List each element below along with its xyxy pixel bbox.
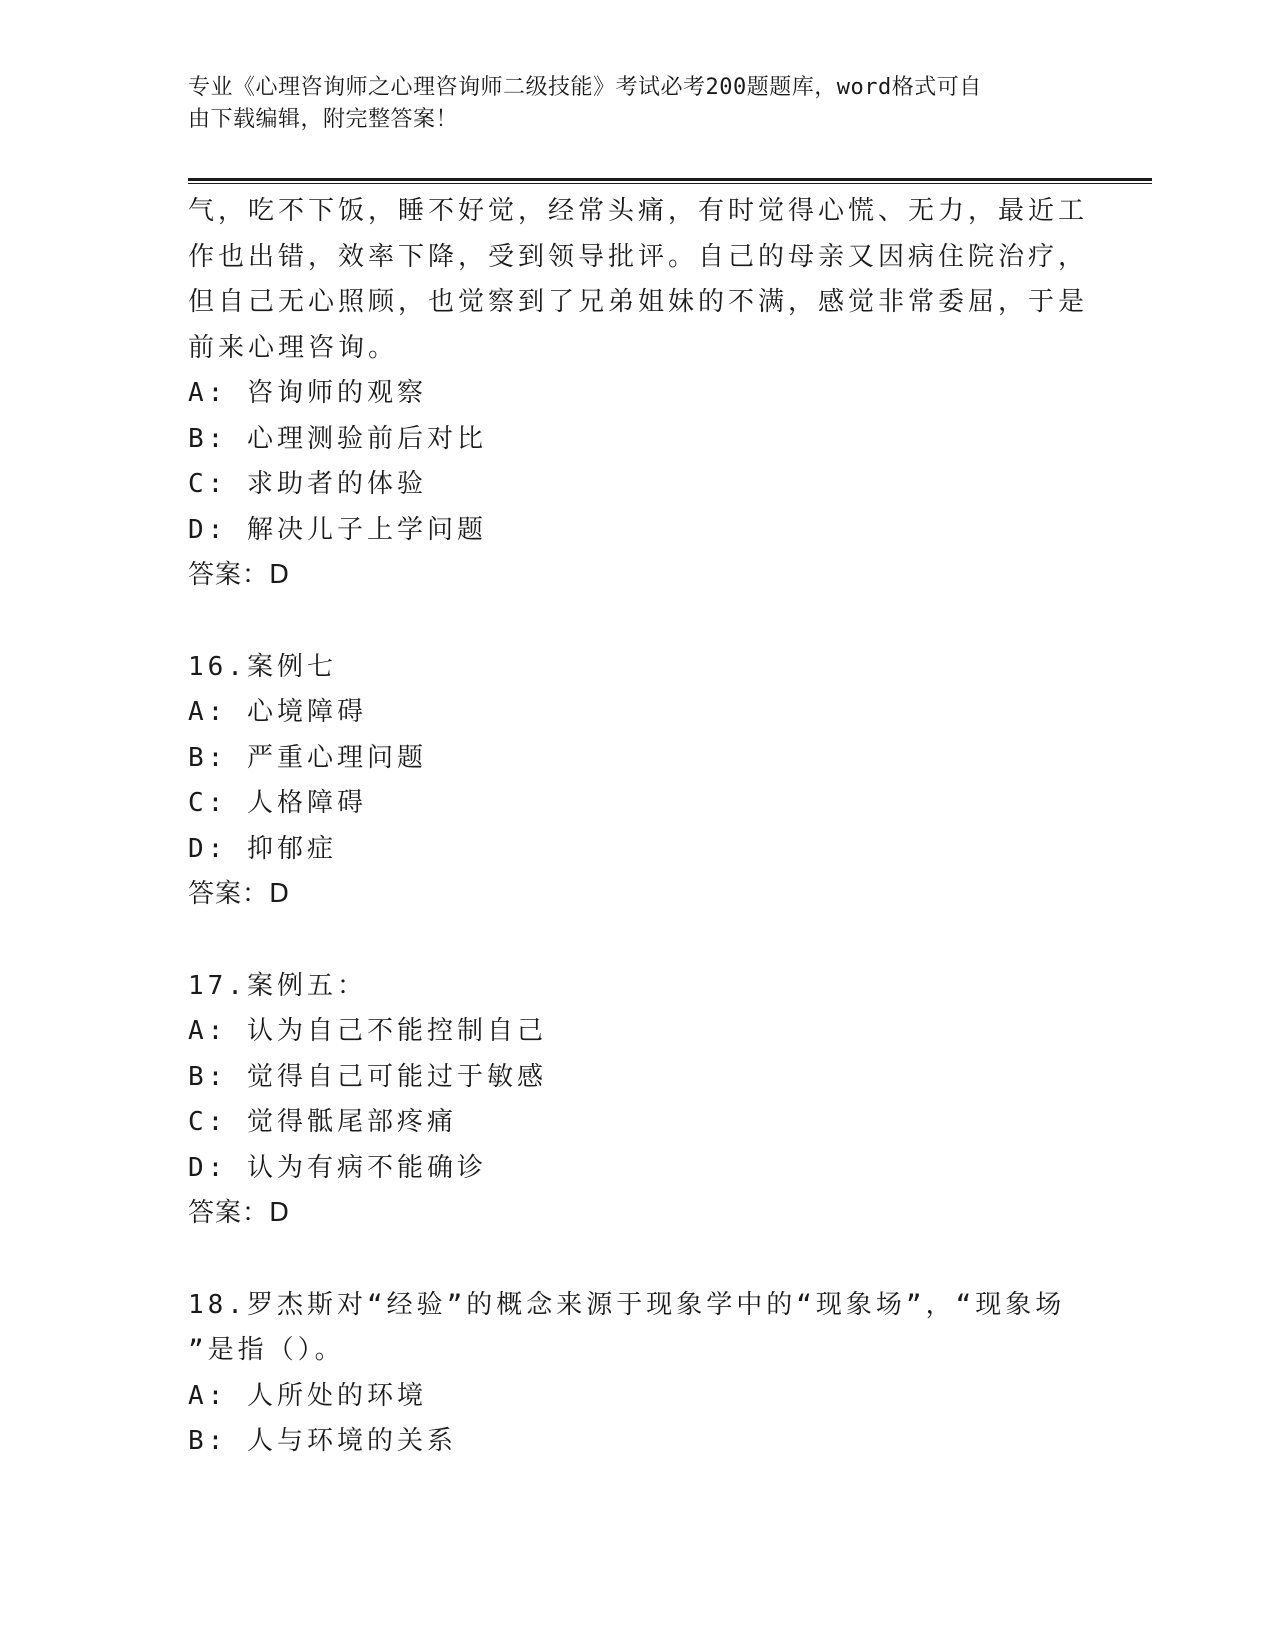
header-line-1: 专业《心理咨询师之心理咨询师二级技能》考试必考200题题库，word格式可自 [188, 75, 982, 100]
question-text-line: 气，吃不下饭，睡不好觉，经常头痛，有时觉得心慌、无力，最近工 [188, 196, 1089, 226]
document-header [188, 72, 1068, 136]
question-16 [188, 645, 1088, 918]
question-17 [188, 964, 1088, 1237]
option-b: B: 人与环境的关系 [188, 1426, 457, 1456]
question-title-continued: ”是指（）。 [188, 1335, 345, 1365]
header-line-2: 由下载编辑，附完整答案！ [188, 107, 459, 132]
option-a: A: 咨询师的观察 [188, 378, 427, 408]
option-b: B: 心理测验前后对比 [188, 423, 487, 454]
question-title: 18.罗杰斯对“经验”的概念来源于现象学中的“现象场”，“现象场 [188, 1289, 1066, 1320]
option-c: C: 求助者的体验 [188, 469, 427, 499]
question-text-line: 前来心理咨询。 [188, 332, 399, 363]
answer-label: 答案：D [188, 879, 291, 909]
option-d: D: 认为有病不能确诊 [188, 1152, 487, 1183]
header-divider-thick [188, 178, 1152, 181]
spacer [188, 599, 1088, 645]
option-a: A: 心境障碍 [188, 697, 367, 727]
answer-label: 答案：D [188, 1198, 291, 1228]
spacer [188, 918, 1088, 964]
document-body [188, 189, 1088, 1465]
option-c: C: 人格障碍 [188, 788, 367, 818]
option-b: B: 觉得自己可能过于敏感 [188, 1061, 547, 1092]
header-divider-thin [188, 183, 1152, 184]
question-text-line: 但自己无心照顾，也觉察到了兄弟姐妹的不满，感觉非常委屈，于是 [188, 287, 1089, 317]
question-18 [188, 1283, 1088, 1465]
question-title: 16.案例七 [188, 651, 337, 682]
spacer [188, 1237, 1088, 1283]
question-15-continued [188, 189, 1088, 599]
option-d: D: 解决儿子上学问题 [188, 514, 487, 545]
option-d: D: 抑郁症 [188, 833, 337, 864]
option-a: A: 人所处的环境 [188, 1380, 427, 1411]
option-a: A: 认为自己不能控制自己 [188, 1016, 547, 1046]
answer-label: 答案：D [188, 560, 291, 590]
option-c: C: 觉得骶尾部疼痛 [188, 1107, 457, 1137]
question-text-line: 作也出错，效率下降，受到领导批评。自己的母亲又因病住院治疗， [188, 241, 1089, 272]
option-b: B: 严重心理问题 [188, 742, 427, 773]
question-title: 17.案例五： [188, 970, 367, 1001]
